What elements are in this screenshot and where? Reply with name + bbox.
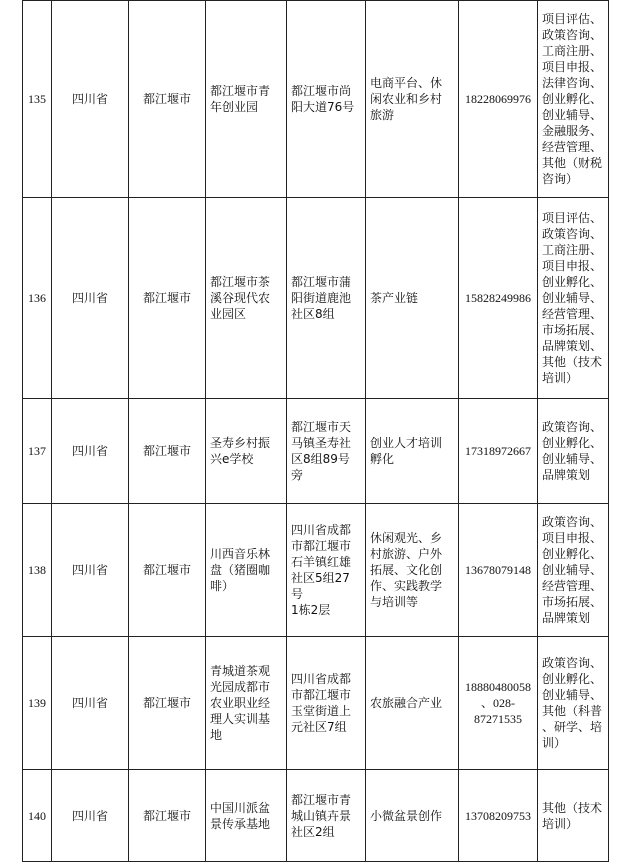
city-cell: 都江堰市 [129,637,206,770]
services-cell: 政策咨询、 创业孵化、 创业辅导、 其他（科普 、研学、培 训） [538,637,609,770]
phone-cell: 18880480058 、028- 87271535 [459,637,538,770]
province-cell: 四川省 [52,637,129,770]
province-cell: 四川省 [52,504,129,637]
city-cell: 都江堰市 [129,399,206,504]
services-cell: 项目评估、 政策咨询、 工商注册、 项目申报、 法律咨询、 创业孵化、 创业辅导、 金融服务、 经营管理、 其他（财税 咨询） [538,1,609,198]
phone-cell: 17318972667 [459,399,538,504]
services-cell: 政策咨询、 创业孵化、 创业辅导、 品牌策划 [538,399,609,504]
province-cell: 四川省 [52,1,129,198]
services-cell: 政策咨询、 项目申报、 创业孵化、 创业辅导、 经营管理、 市场拓展、 品牌策划 [538,504,609,637]
services-cell: 项目评估、 政策咨询、 工商注册、 项目申报、 创业孵化、 创业辅导、 经营管理、 市场拓展、 品牌策划、 其他（技术 培训） [538,198,609,399]
table-row [23,399,609,504]
business-incubator-table [22,0,609,862]
table-row [23,198,609,399]
industry-cell: 茶产业链 [366,198,459,399]
phone-cell: 13708209753 [459,770,538,862]
base-name-cell: 青城道茶观 光园成都市 农业职业经 理人实训基 地 [206,637,287,770]
address-cell: 都江堰市天 马镇圣寿社 区8组89号旁 [287,399,366,504]
province-cell: 四川省 [52,770,129,862]
city-cell: 都江堰市 [129,770,206,862]
province-cell: 四川省 [52,399,129,504]
row-number: 140 [23,770,52,862]
row-number: 138 [23,504,52,637]
city-cell: 都江堰市 [129,198,206,399]
base-name-cell: 圣寿乡村振 兴e学校 [206,399,287,504]
city-cell: 都江堰市 [129,504,206,637]
services-cell: 其他（技术 培训） [538,770,609,862]
base-name-cell: 都江堰市茶 溪谷现代农 业园区 [206,198,287,399]
address-cell: 都江堰市蒲 阳街道鹿池 社区8组 [287,198,366,399]
address-cell: 四川省成都 市都江堰市 石羊镇红雄 社区5组27号 1栋2层 [287,504,366,637]
address-cell: 都江堰市青 城山镇卉景 社区2组 [287,770,366,862]
row-number: 137 [23,399,52,504]
base-name-cell: 中国川派盆 景传承基地 [206,770,287,862]
industry-cell: 小微盆景创作 [366,770,459,862]
industry-cell: 创业人才培训 孵化 [366,399,459,504]
industry-cell: 电商平台、休 闲农业和乡村 旅游 [366,1,459,198]
row-number: 135 [23,1,52,198]
table-row [23,637,609,770]
city-cell: 都江堰市 [129,1,206,198]
industry-cell: 农旅融合产业 [366,637,459,770]
phone-cell: 13678079148 [459,504,538,637]
address-cell: 都江堰市尚 阳大道76号 [287,1,366,198]
table-row [23,1,609,198]
row-number: 139 [23,637,52,770]
industry-cell: 休闲观光、乡 村旅游、户外 拓展、文化创 作、实践教学 与培训等 [366,504,459,637]
address-cell: 四川省成都 市都江堰市 玉堂街道上 元社区7组 [287,637,366,770]
table-row [23,504,609,637]
province-cell: 四川省 [52,198,129,399]
phone-cell: 18228069976 [459,1,538,198]
phone-cell: 15828249986 [459,198,538,399]
row-number: 136 [23,198,52,399]
base-name-cell: 川西音乐林 盘（猪圈咖 啡） [206,504,287,637]
base-name-cell: 都江堰市青 年创业园 [206,1,287,198]
table-row [23,770,609,862]
